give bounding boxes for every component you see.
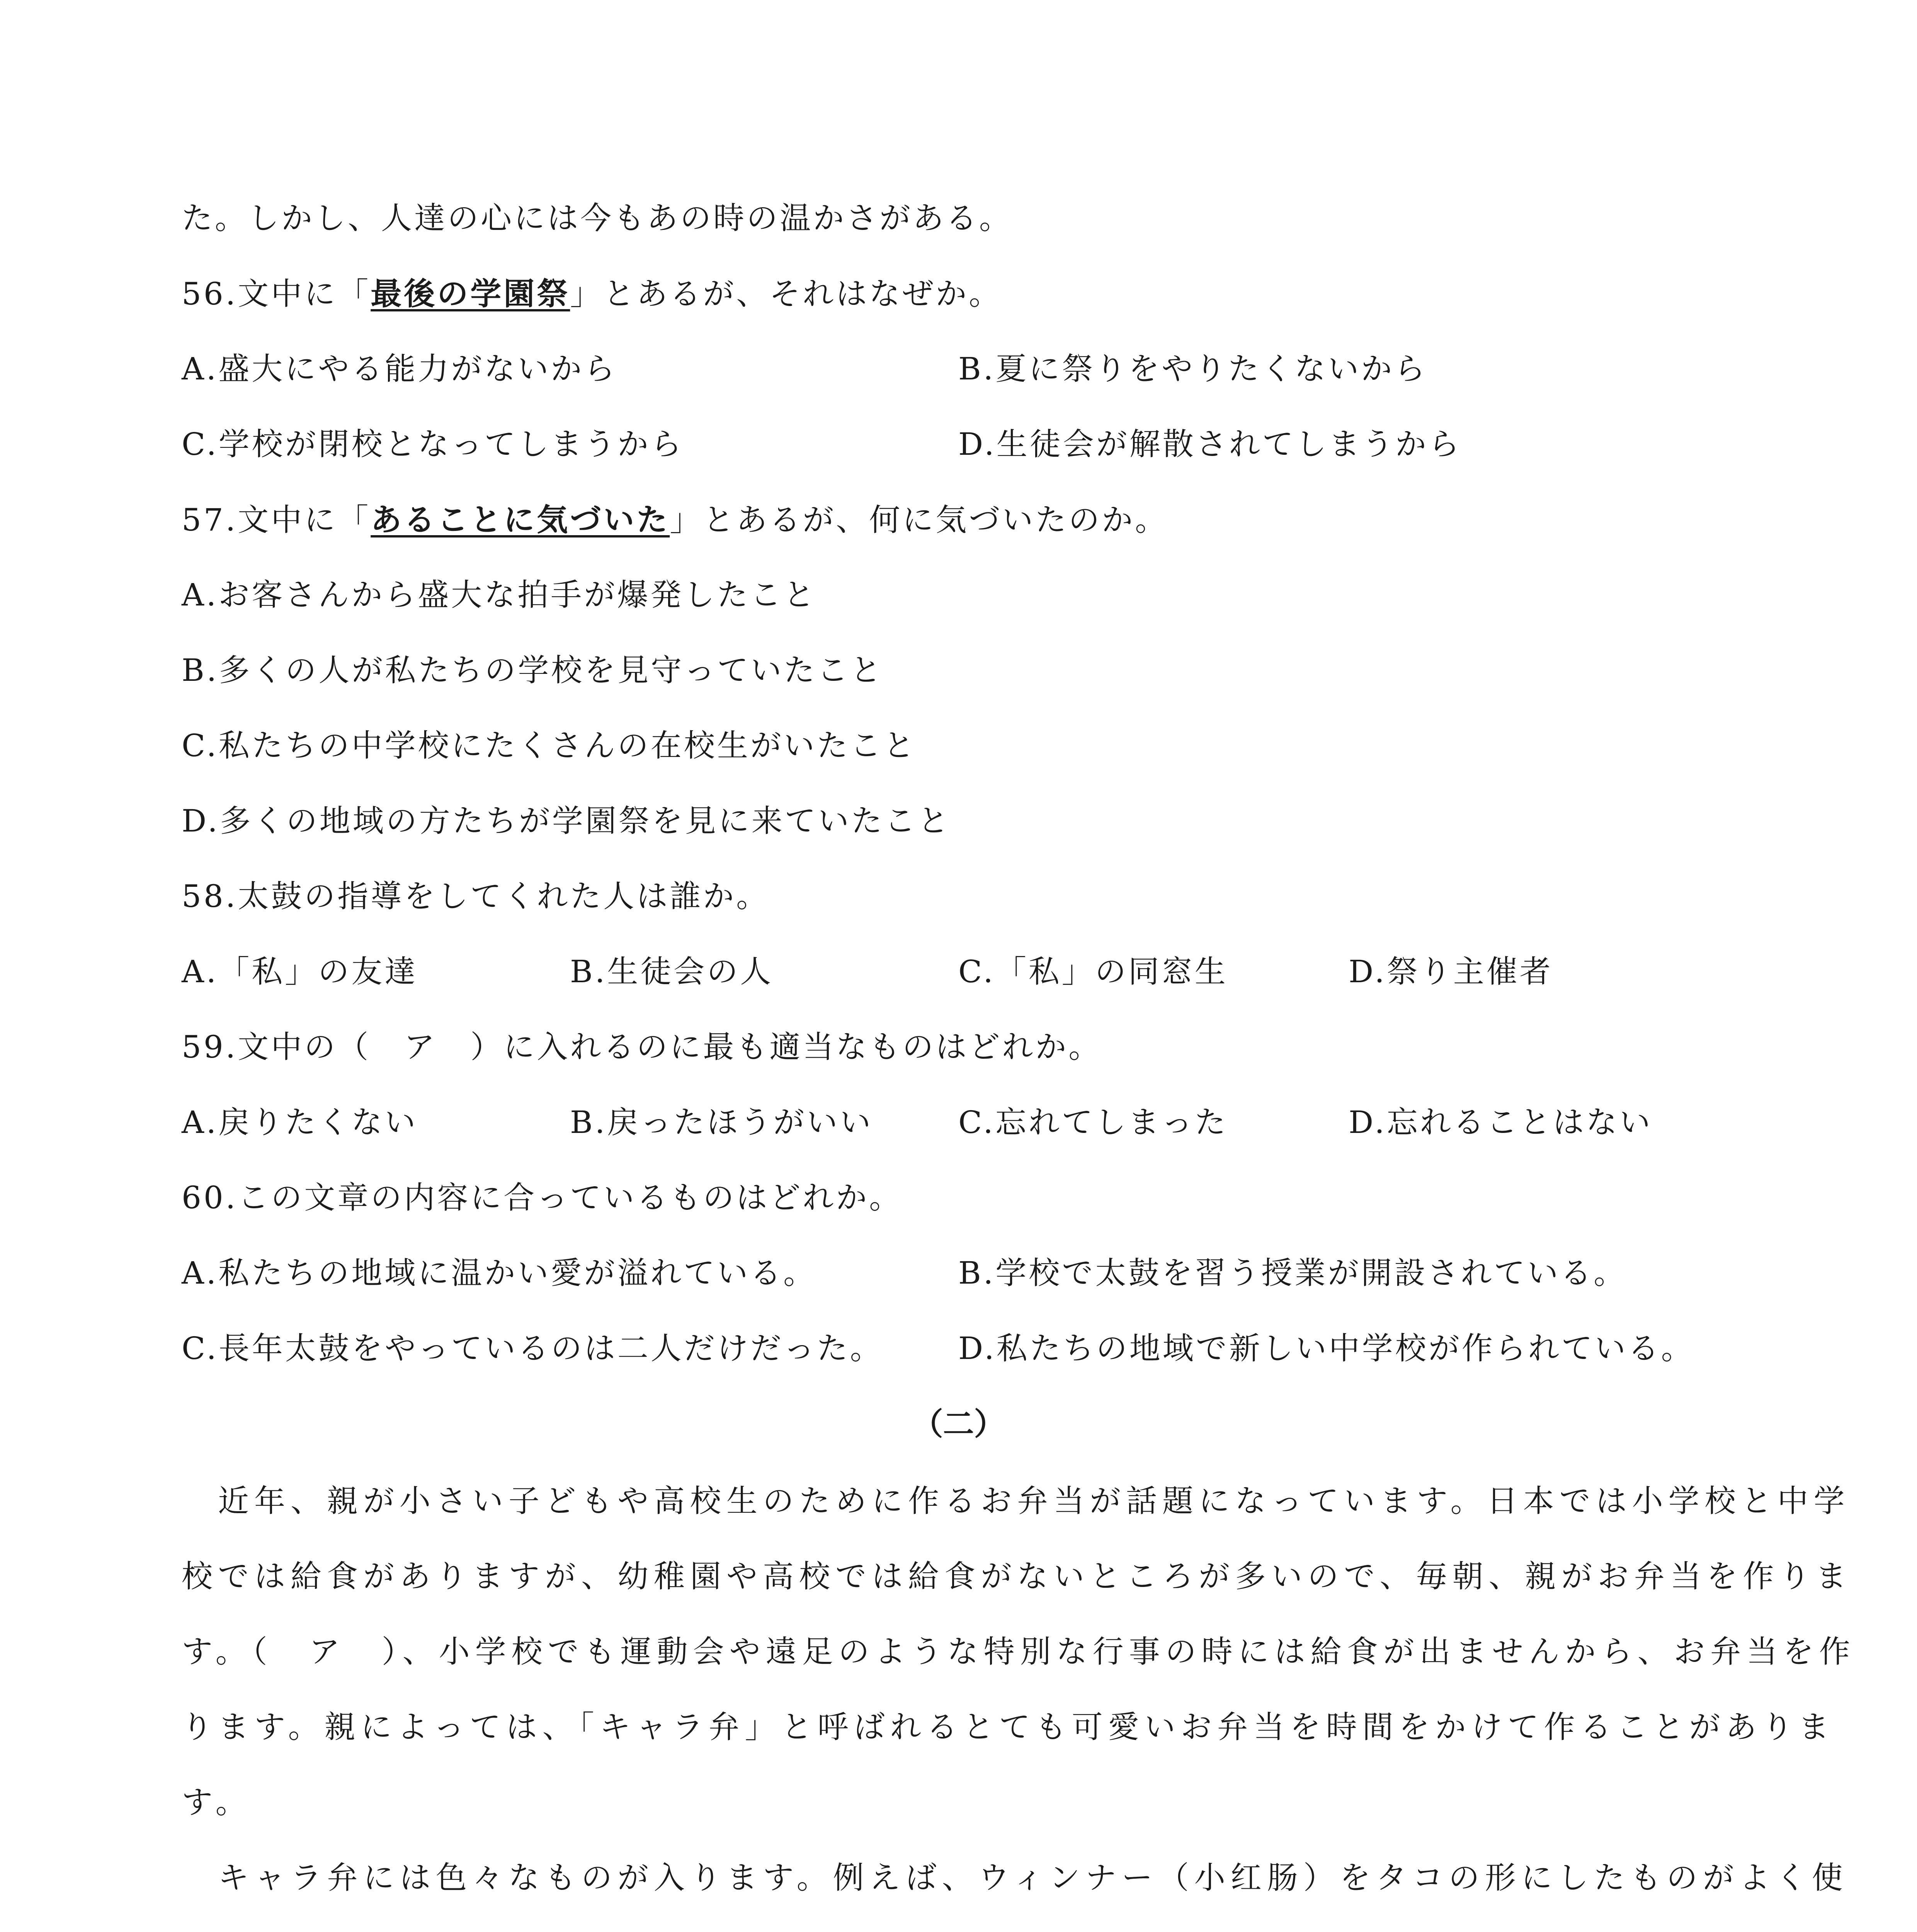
passage2-line-2: 校では給食がありますが、幼稚園や高校では給食がないところが多いので、毎朝、親がお弁当を作りま <box>182 1558 1852 1594</box>
question-57-pre: 文中に「 <box>238 502 371 538</box>
question-56-post: 」とあるが、それはなぜか。 <box>570 276 1002 312</box>
q56-option-c: C.学校が閉校となってしまうから <box>182 426 684 462</box>
question-59: 59.文中の（ ア ）に入れるのに最も適当なものはどれか。 <box>182 1029 1102 1065</box>
q58-option-a: A.「私」の友達 <box>182 954 418 990</box>
q57-option-a: A.お客さんから盛大な拍手が爆発したこと <box>182 577 817 613</box>
q56-option-d: D.生徒会が解散されてしまうから <box>958 426 1462 462</box>
q60-option-a: A.私たちの地域に温かい愛が溢れている。 <box>182 1255 817 1291</box>
q56-option-a: A.盛大にやる能力がないから <box>182 351 617 387</box>
q59-option-b: B.戻ったほうがいい <box>570 1104 873 1140</box>
q57-option-c: C.私たちの中学校にたくさんの在校生がいたこと <box>182 728 917 764</box>
passage2-line-3: す。（ ア ）、小学校でも運動会や遠足のような特別な行事の時には給食が出ませんから、お弁当を作 <box>182 1634 1856 1670</box>
question-57-post: 」とあるが、何に気づいたのか。 <box>670 502 1169 538</box>
q59-option-a: A.戻りたくない <box>182 1104 418 1140</box>
q59-option-d: D.忘れることはない <box>1349 1104 1653 1140</box>
question-56-number: 56. <box>182 276 238 312</box>
passage2-line-1: 近年、親が小さい子どもや高校生のために作るお弁当が話題になっています。日本では小学校と中学 <box>182 1483 1850 1519</box>
q60-option-d: D.私たちの地域で新しい中学校が作られている。 <box>958 1330 1694 1366</box>
passage1-last-line: た。しかし、人達の心には今もあの時の温かさがある。 <box>182 200 1012 236</box>
question-57-underlined: あることに気づいた <box>371 502 670 538</box>
q57-option-d: D.多くの地域の方たちが学園祭を見に来ていたこと <box>182 803 951 839</box>
passage2-line-6: キャラ弁には色々なものが入ります。例えば、ウィンナー（小红肠）をタコの形にしたものがよく使 <box>182 1860 1848 1896</box>
q58-option-b: B.生徒会の人 <box>570 954 774 990</box>
passage2-line-5: す。 <box>182 1784 252 1820</box>
question-56-underlined: 最後の学園祭 <box>371 276 570 312</box>
question-56 <box>182 272 1002 315</box>
section-2-heading: （二） <box>912 1406 1005 1442</box>
q58-option-c: C.「私」の同窓生 <box>958 954 1228 990</box>
question-57 <box>182 498 1168 541</box>
q57-option-b: B.多くの人が私たちの学校を見守っていたこと <box>182 652 884 688</box>
q59-option-c: C.忘れてしまった <box>958 1104 1228 1140</box>
q58-option-d: D.祭り主催者 <box>1349 954 1553 990</box>
question-56-pre: 文中に「 <box>238 276 371 312</box>
question-60: 60.この文章の内容に合っているものはどれか。 <box>182 1180 903 1216</box>
question-58: 58.太鼓の指導をしてくれた人は誰か。 <box>182 878 770 914</box>
question-57-number: 57. <box>182 502 238 538</box>
passage2-line-4: ります。親によっては、「キャラ弁」と呼ばれるとても可愛いお弁当を時間をかけて作ることがありま <box>182 1709 1835 1745</box>
q60-option-c: C.長年太鼓をやっているのは二人だけだった。 <box>182 1330 883 1366</box>
q56-option-b: B.夏に祭りをやりたくないから <box>958 351 1428 387</box>
q60-option-b: B.学校で太鼓を習う授業が開設されている。 <box>958 1255 1627 1291</box>
